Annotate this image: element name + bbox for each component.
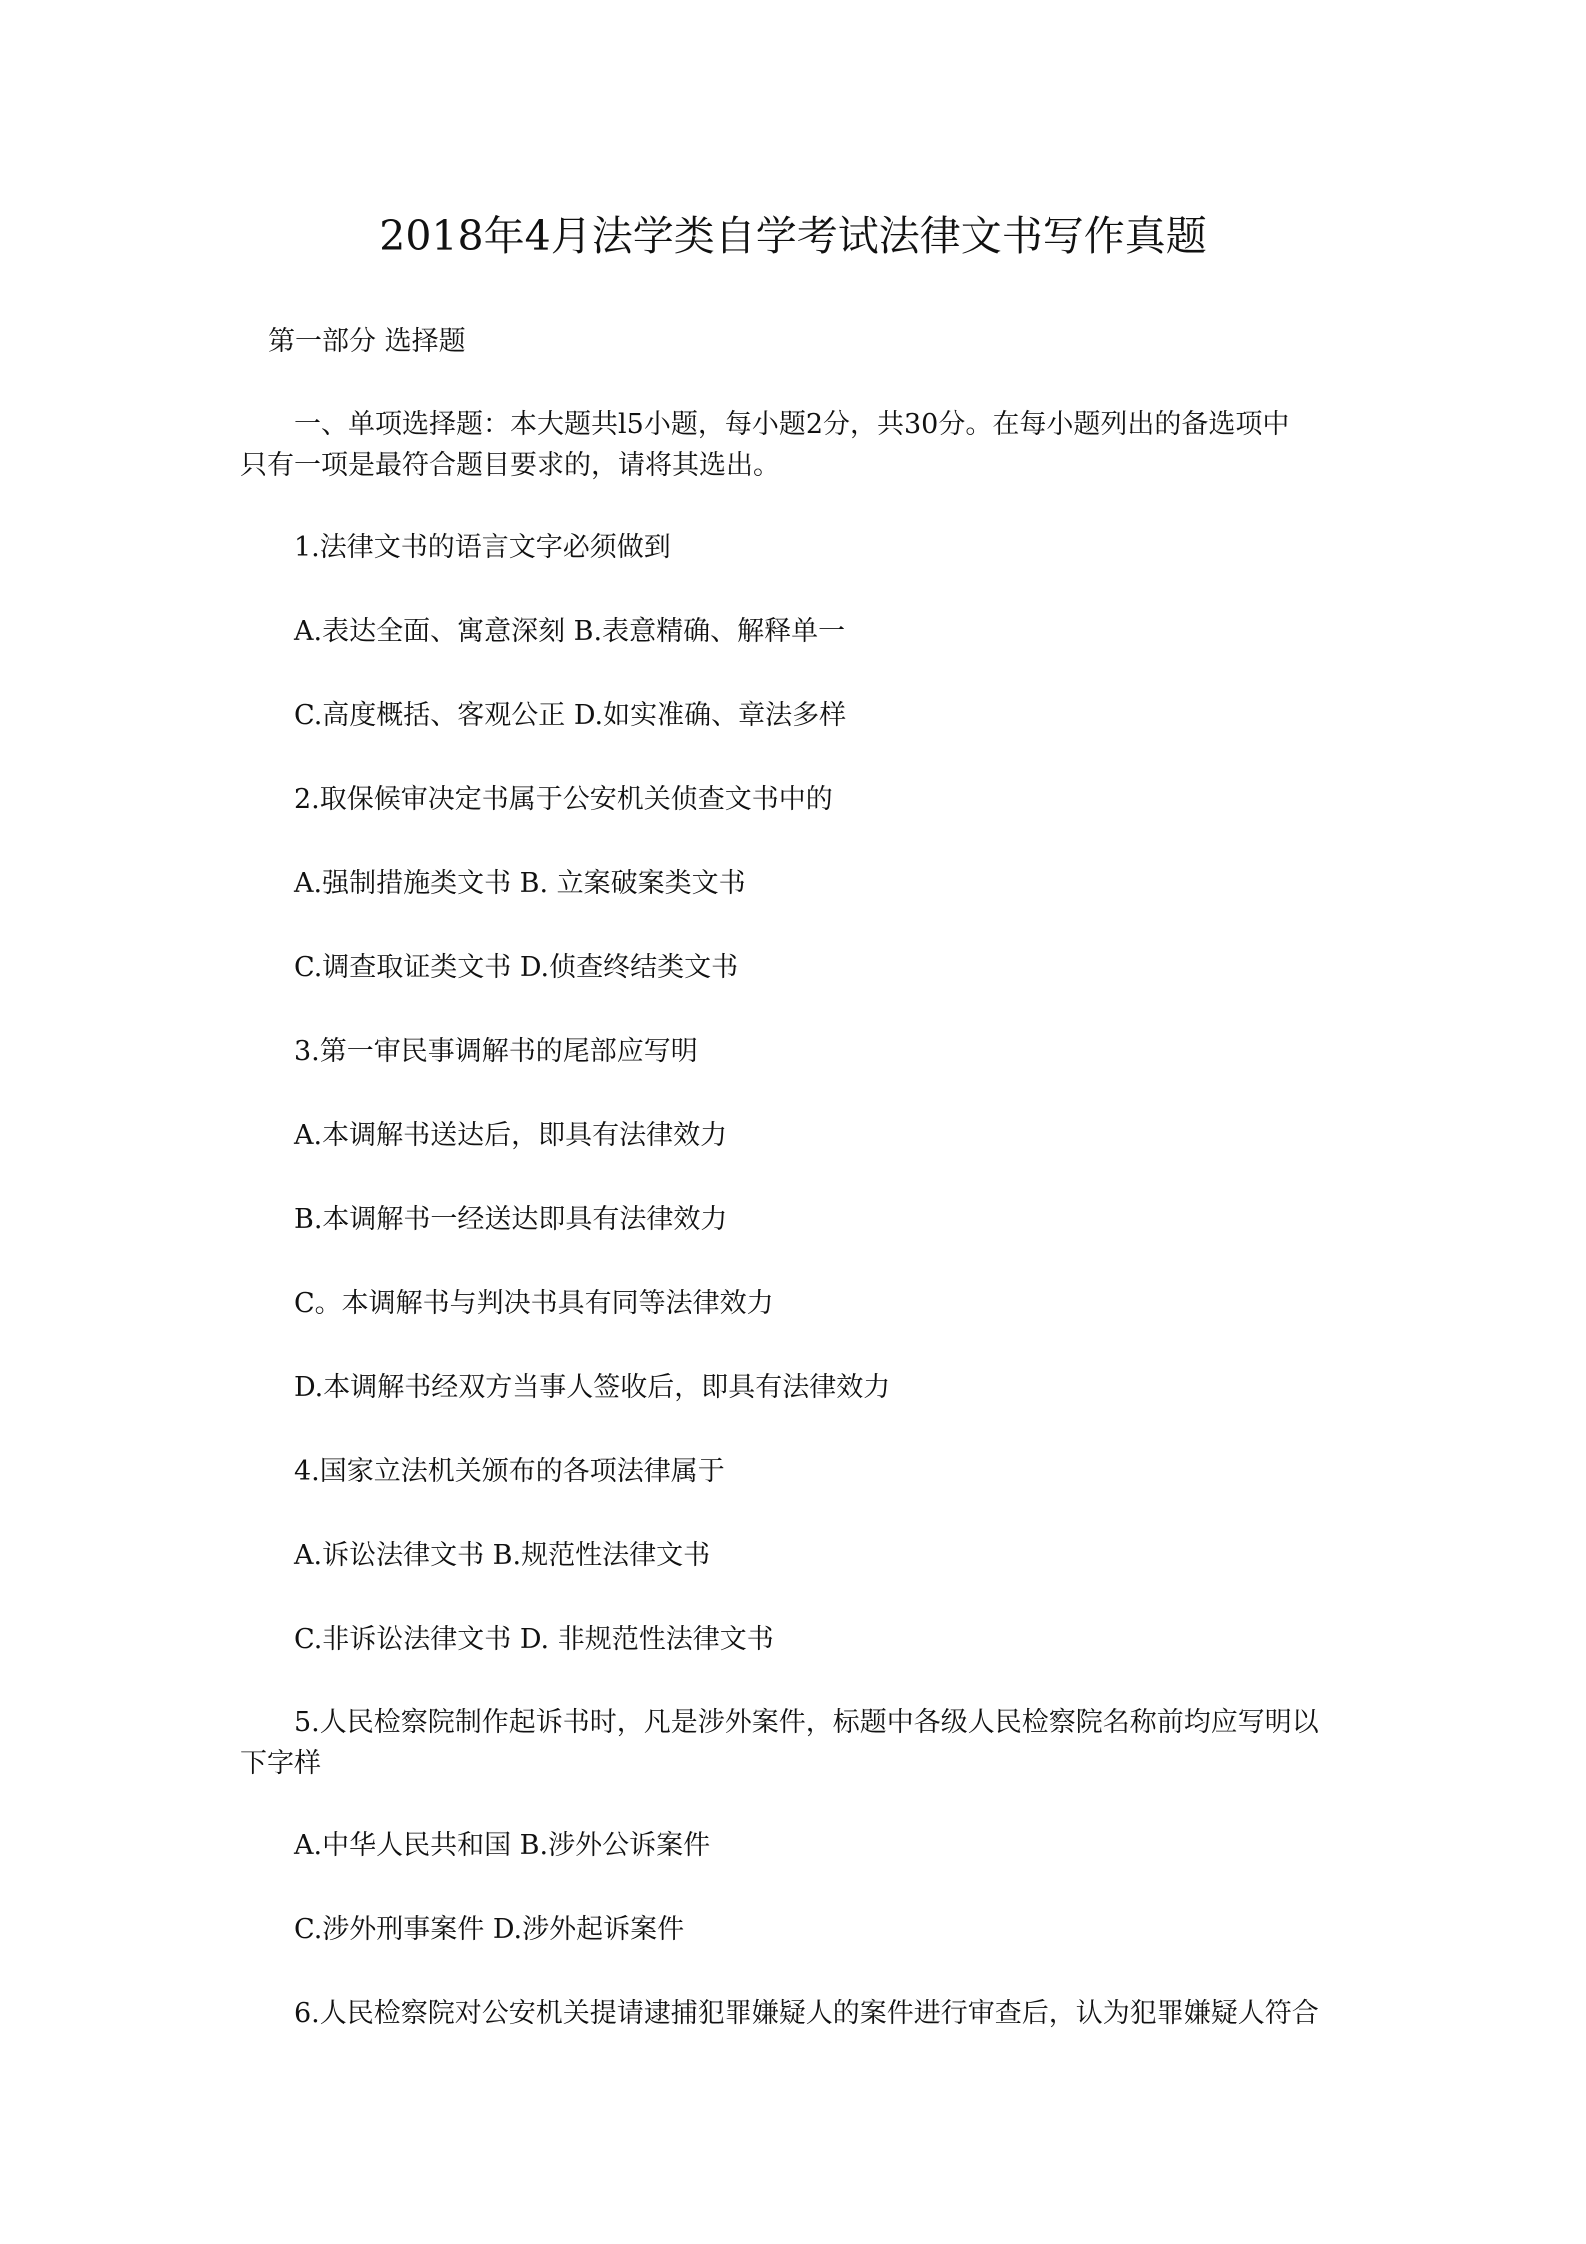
question-3-option-d: D.本调解书经双方当事人签收后，即具有法律效力 — [294, 1372, 891, 1403]
question-1-stem: 1.法律文书的语言文字必须做到 — [294, 532, 671, 563]
question-3-stem: 3.第一审民事调解书的尾部应写明 — [294, 1036, 698, 1067]
instruction-line-2: 只有一项是最符合题目要求的，请将其选出。 — [240, 450, 780, 481]
question-5-stem-line-1: 5.人民检察院制作起诉书时，凡是涉外案件，标题中各级人民检察院名称前均应写明以 — [294, 1707, 1319, 1738]
question-3-option-b: B.本调解书一经送达即具有法律效力 — [294, 1204, 728, 1235]
question-2-stem: 2.取保候审决定书属于公安机关侦查文书中的 — [294, 784, 833, 815]
question-6-stem: 6.人民检察院对公安机关提请逮捕犯罪嫌疑人的案件进行审查后，认为犯罪嫌疑人符合 — [294, 1998, 1319, 2029]
question-2-options-cd: C.调查取证类文书 D.侦查终结类文书 — [294, 952, 739, 983]
question-4-options-ab: A.诉讼法律文书 B.规范性法律文书 — [294, 1540, 711, 1571]
question-1-options-ab: A.表达全面、寓意深刻 B.表意精确、解释单一 — [294, 616, 846, 647]
question-1-options-cd: C.高度概括、客观公正 D.如实准确、章法多样 — [294, 700, 847, 731]
question-3-option-a: A.本调解书送达后，即具有法律效力 — [294, 1120, 728, 1151]
question-3-option-c: C。本调解书与判决书具有同等法律效力 — [294, 1288, 774, 1319]
document-title: 2018年4月法学类自学考试法律文书写作真题 — [379, 212, 1207, 260]
question-4-options-cd: C.非诉讼法律文书 D. 非规范性法律文书 — [294, 1624, 774, 1655]
question-5-stem — [240, 1702, 1350, 1784]
instruction-line-1: 一、单项选择题：本大题共l5小题，每小题2分，共30分。在每小题列出的备选项中 — [294, 409, 1290, 440]
question-4-stem: 4.国家立法机关颁布的各项法律属于 — [294, 1456, 725, 1487]
question-5-stem-line-2: 下字样 — [240, 1748, 321, 1779]
instruction-paragraph — [240, 404, 1350, 486]
question-2-options-ab: A.强制措施类文书 B. 立案破案类文书 — [294, 868, 746, 899]
question-5-options-ab: A.中华人民共和国 B.涉外公诉案件 — [294, 1830, 711, 1861]
question-5-options-cd: C.涉外刑事案件 D.涉外起诉案件 — [294, 1914, 685, 1945]
section-heading: 第一部分 选择题 — [268, 326, 466, 357]
